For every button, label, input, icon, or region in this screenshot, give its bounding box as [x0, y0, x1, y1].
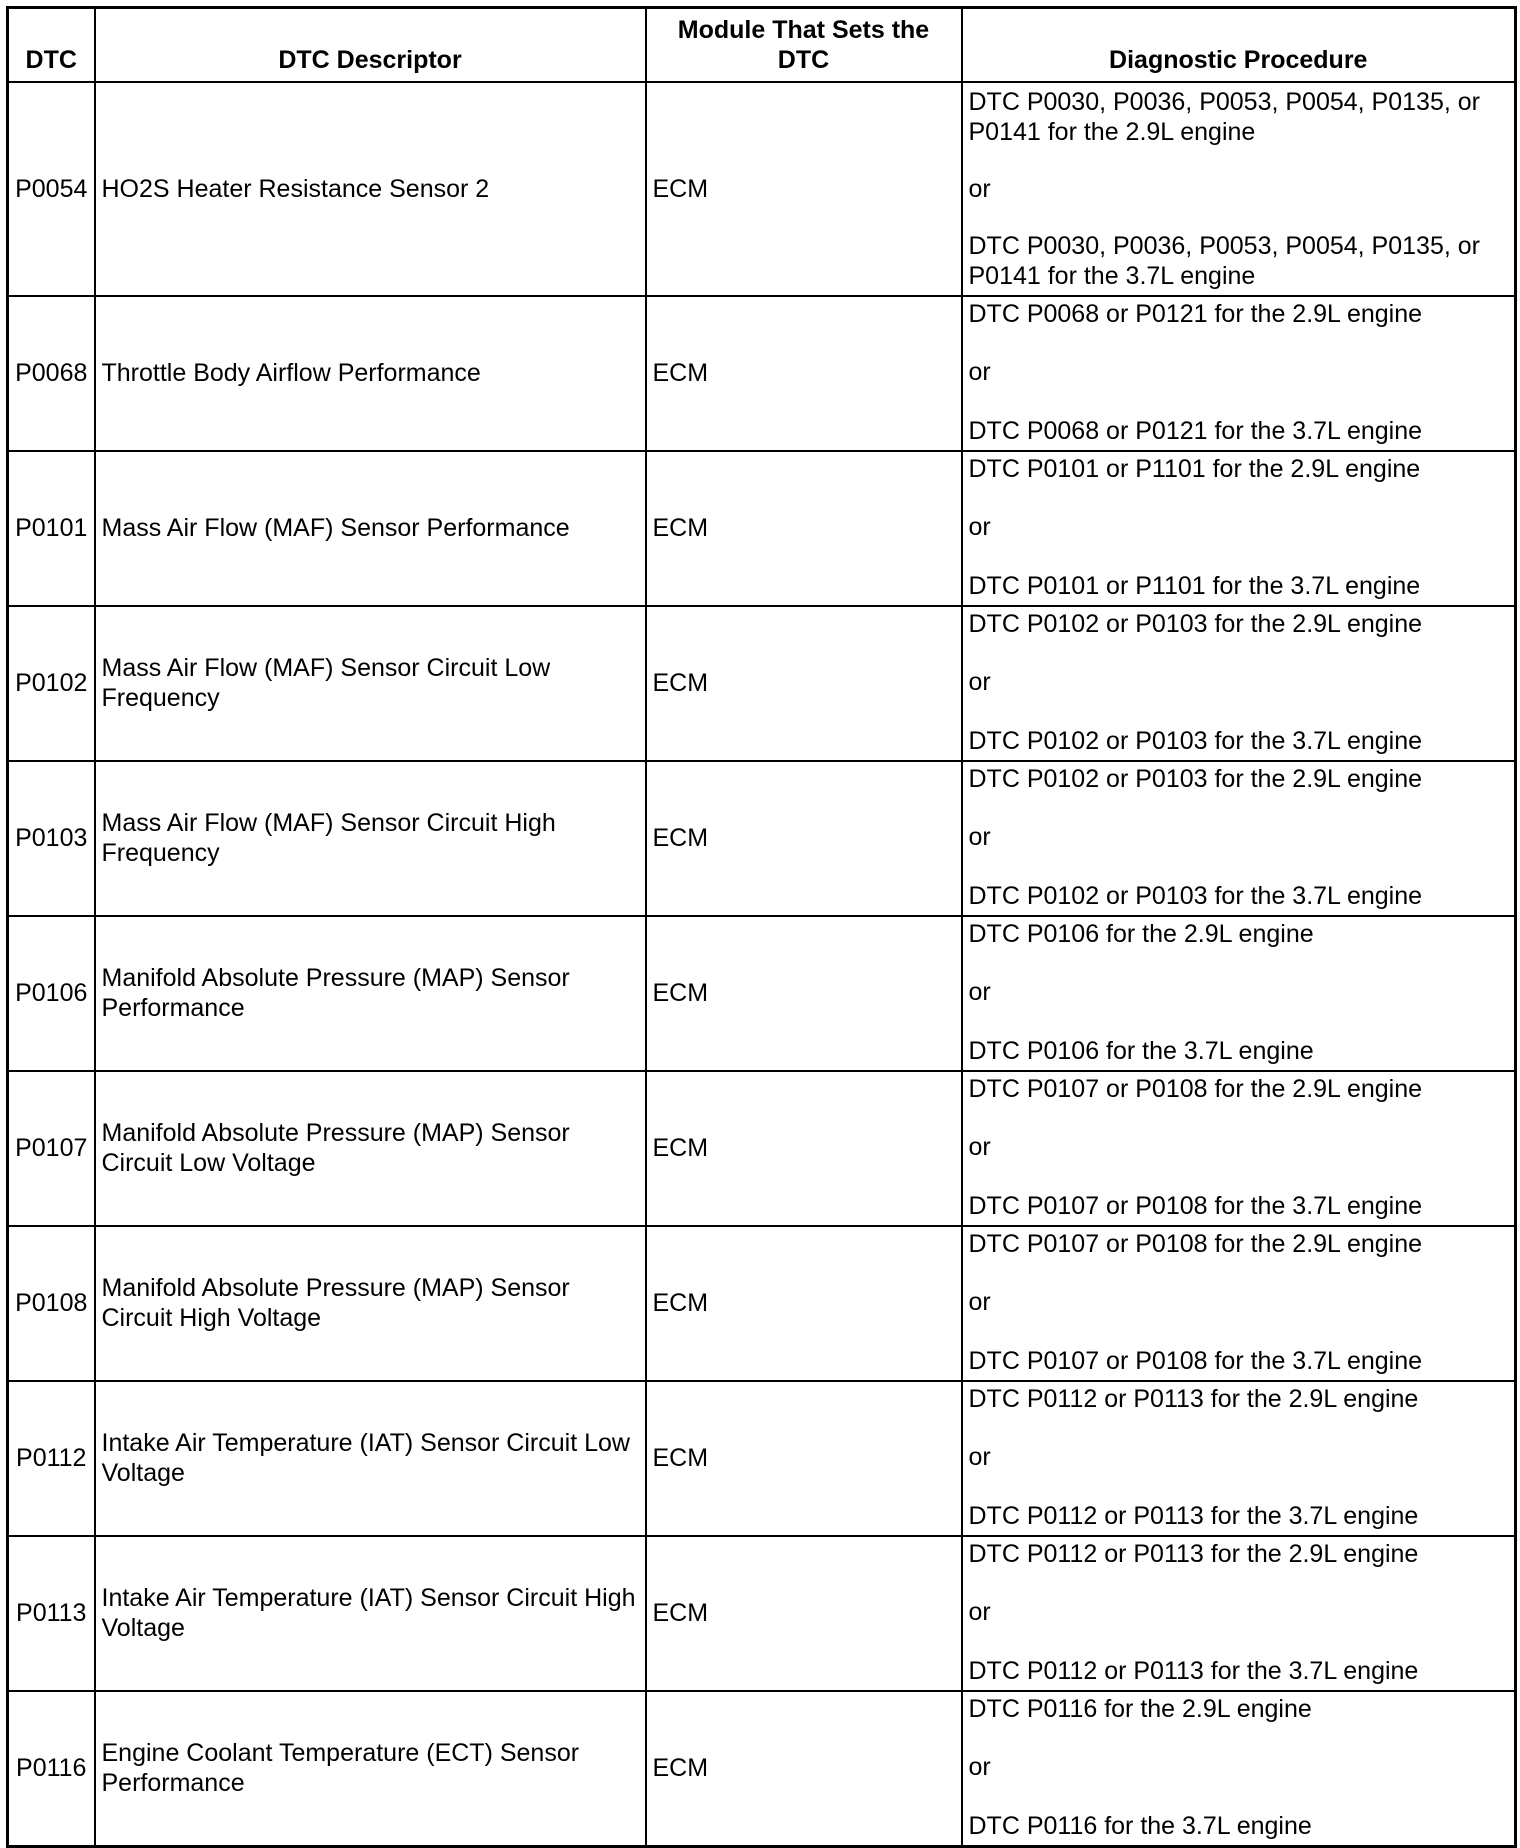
dtc-descriptor: Manifold Absolute Pressure (MAP) Sensor Circuit Low Voltage [95, 1071, 646, 1226]
dtc-descriptor: Engine Coolant Temperature (ECT) Sensor Performance [95, 1691, 646, 1847]
diagnostic-procedure [962, 761, 1516, 916]
diagnostic-procedure [962, 1071, 1516, 1226]
procedure-3-7l[interactable]: DTC P0102 or P0103 for the 3.7L engine [968, 881, 1423, 910]
procedure-3-7l[interactable]: DTC P0101 or P1101 for the 3.7L engine [968, 571, 1421, 600]
diagnostic-procedure [962, 1691, 1516, 1847]
dtc-module: ECM [646, 296, 962, 451]
diagnostic-procedure [962, 82, 1516, 296]
dtc-code: P0102 [8, 606, 95, 761]
dtc-module: ECM [646, 1381, 962, 1536]
dtc-module: ECM [646, 606, 962, 761]
dtc-code: P0103 [8, 761, 95, 916]
diagnostic-procedure [962, 451, 1516, 606]
dtc-code: P0101 [8, 451, 95, 606]
table-row [8, 1381, 1516, 1536]
dtc-table [6, 6, 1517, 1848]
table-row [8, 1226, 1516, 1381]
table-row [8, 1691, 1516, 1847]
procedure-or: or [968, 823, 991, 851]
header-dtc: DTC [8, 8, 95, 82]
procedure-or: or [968, 1133, 991, 1161]
dtc-code: P0112 [8, 1381, 95, 1536]
dtc-code: P0108 [8, 1226, 95, 1381]
procedure-2-9l[interactable]: DTC P0107 or P0108 for the 2.9L engine [968, 1074, 1423, 1103]
dtc-descriptor: Mass Air Flow (MAF) Sensor Performance [95, 451, 646, 606]
header-descriptor: DTC Descriptor [95, 8, 646, 82]
dtc-module: ECM [646, 916, 962, 1071]
procedure-2-9l[interactable]: DTC P0107 or P0108 for the 2.9L engine [968, 1229, 1423, 1258]
procedure-or: or [968, 358, 991, 386]
procedure-2-9l[interactable]: DTC P0112 or P0113 for the 2.9L engine [968, 1384, 1419, 1413]
procedure-2-9l[interactable]: DTC P0116 for the 2.9L engine [968, 1694, 1312, 1723]
procedure-3-7l[interactable]: DTC P0107 or P0108 for the 3.7L engine [968, 1346, 1423, 1375]
procedure-or: or [968, 1288, 991, 1316]
table-row [8, 451, 1516, 606]
dtc-code: P0113 [8, 1536, 95, 1691]
dtc-code: P0068 [8, 296, 95, 451]
procedure-or: or [968, 513, 991, 541]
table-row [8, 1071, 1516, 1226]
procedure-2-9l[interactable]: DTC P0030, P0036, P0053, P0054, P0135, or P0141 for the 2.9L engine [968, 87, 1480, 146]
table-header-row [8, 8, 1516, 82]
procedure-2-9l[interactable]: DTC P0112 or P0113 for the 2.9L engine [968, 1539, 1419, 1568]
procedure-3-7l[interactable]: DTC P0116 for the 3.7L engine [968, 1811, 1312, 1840]
dtc-descriptor: HO2S Heater Resistance Sensor 2 [95, 82, 646, 296]
diagnostic-procedure [962, 296, 1516, 451]
procedure-2-9l[interactable]: DTC P0106 for the 2.9L engine [968, 919, 1314, 948]
procedure-or: or [968, 978, 991, 1006]
procedure-or: or [968, 174, 991, 203]
table-row [8, 1536, 1516, 1691]
dtc-module: ECM [646, 82, 962, 296]
table-row [8, 916, 1516, 1071]
dtc-descriptor: Manifold Absolute Pressure (MAP) Sensor Circuit High Voltage [95, 1226, 646, 1381]
dtc-descriptor: Mass Air Flow (MAF) Sensor Circuit Low Frequency [95, 606, 646, 761]
procedure-3-7l[interactable]: DTC P0112 or P0113 for the 3.7L engine [968, 1501, 1419, 1530]
dtc-module: ECM [646, 1691, 962, 1847]
table-row [8, 82, 1516, 296]
procedure-2-9l[interactable]: DTC P0101 or P1101 for the 2.9L engine [968, 454, 1421, 483]
procedure-or: or [968, 1753, 991, 1781]
header-module: Module That Sets the DTC [646, 8, 962, 82]
table-row [8, 761, 1516, 916]
dtc-module: ECM [646, 1071, 962, 1226]
procedure-2-9l[interactable]: DTC P0102 or P0103 for the 2.9L engine [968, 764, 1423, 793]
procedure-or: or [968, 668, 991, 696]
dtc-descriptor: Manifold Absolute Pressure (MAP) Sensor Performance [95, 916, 646, 1071]
procedure-3-7l[interactable]: DTC P0068 or P0121 for the 3.7L engine [968, 416, 1423, 445]
dtc-module: ECM [646, 451, 962, 606]
dtc-descriptor: Intake Air Temperature (IAT) Sensor Circuit Low Voltage [95, 1381, 646, 1536]
diagnostic-procedure [962, 606, 1516, 761]
dtc-code: P0054 [8, 82, 95, 296]
diagnostic-procedure [962, 916, 1516, 1071]
procedure-3-7l[interactable]: DTC P0030, P0036, P0053, P0054, P0135, or P0141 for the 3.7L engine [968, 231, 1480, 290]
dtc-module: ECM [646, 1226, 962, 1381]
dtc-descriptor: Mass Air Flow (MAF) Sensor Circuit High Frequency [95, 761, 646, 916]
procedure-or: or [968, 1443, 991, 1471]
table-row [8, 606, 1516, 761]
header-procedure: Diagnostic Procedure [962, 8, 1516, 82]
dtc-module: ECM [646, 761, 962, 916]
dtc-code: P0106 [8, 916, 95, 1071]
dtc-module: ECM [646, 1536, 962, 1691]
diagnostic-procedure [962, 1226, 1516, 1381]
dtc-descriptor: Throttle Body Airflow Performance [95, 296, 646, 451]
dtc-code: P0116 [8, 1691, 95, 1847]
procedure-3-7l[interactable]: DTC P0107 or P0108 for the 3.7L engine [968, 1191, 1423, 1220]
procedure-3-7l[interactable]: DTC P0112 or P0113 for the 3.7L engine [968, 1656, 1419, 1685]
procedure-or: or [968, 1598, 991, 1626]
dtc-descriptor: Intake Air Temperature (IAT) Sensor Circuit High Voltage [95, 1536, 646, 1691]
procedure-3-7l[interactable]: DTC P0106 for the 3.7L engine [968, 1036, 1314, 1065]
procedure-3-7l[interactable]: DTC P0102 or P0103 for the 3.7L engine [968, 726, 1423, 755]
procedure-2-9l[interactable]: DTC P0068 or P0121 for the 2.9L engine [968, 299, 1423, 328]
diagnostic-procedure [962, 1381, 1516, 1536]
table-row [8, 296, 1516, 451]
diagnostic-procedure [962, 1536, 1516, 1691]
procedure-2-9l[interactable]: DTC P0102 or P0103 for the 2.9L engine [968, 609, 1423, 638]
dtc-code: P0107 [8, 1071, 95, 1226]
